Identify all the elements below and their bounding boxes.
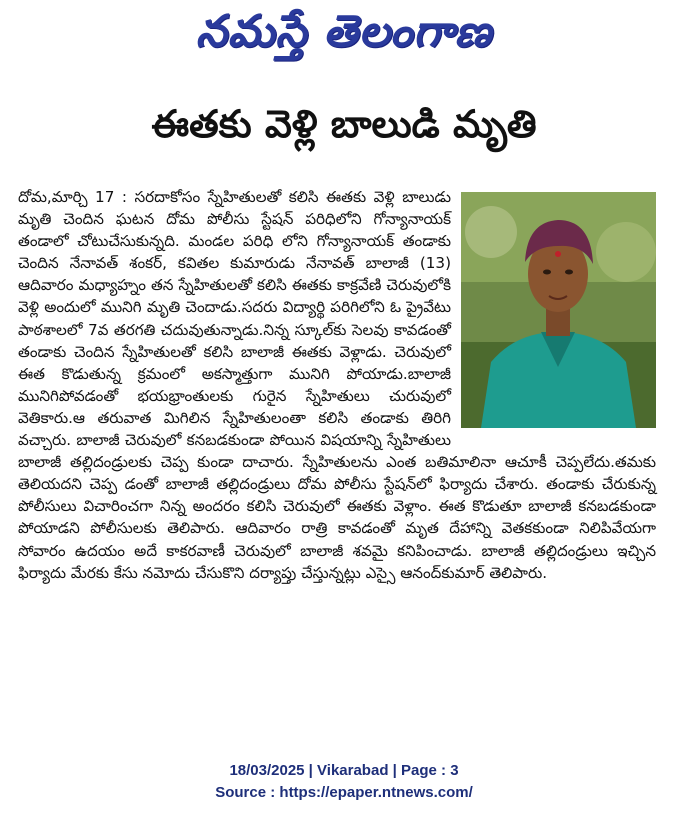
boy-photo [461,192,656,428]
article-body [18,186,656,584]
newspaper-masthead [0,6,688,66]
article-headline [0,102,688,156]
headline-text: ఈతకు వెళ్లి బాలుడి మృతి [151,102,537,146]
footer-source: Source : https://epaper.ntnews.com/ [215,784,473,801]
footer-date-edition: 18/03/2025 | Vikarabad | Page : 3 [229,762,459,779]
article-body-text: దోమ,మార్చి 17 : సరదాకోసం స్నేహితులతో కలిసి ఈతకు వెళ్లి బాలుడు మృతి చెందిన ఘటన దోమ పోలీసు స్టేషన్ పరిధిలోని గోన్యానాయక్ తండాలో చోటుచేసుకున్నది. మండల పరిధి లోని గోన్యానాయక్ తండాకు చెందిన నేనావత్ శంకర్, కవితల కుమారుడు నేనావత్ బాలాజీ (13) ఆదివారం మధ్యాహ్నం తన స్నేహితులతో కలిసి ఈతకు కాక్రవేణి చెరువులోకి వెళ్లి అందులో మునిగి మృతి చెందాడు.సదరు విద్యార్థి పరిగిలోని ఓ ప్రైవేటు పాఠశాలలో 7వ తరగతి చదువుతున్నాడు.నిన్న స్కూల్‌కు సెలవు కావడంతో తండాకు చెందిన స్నేహితులతో కలిసి బాలాజీ ఈతకు వెళ్లాడు. చెరువులో ఈత కొడుతున్న క్రమంలో అకస్మాత్తుగా మునిగి పోయాడు.బాలాజీ మునిగిపోవడంతో భయభ్రాంతులకు గురైన స్నేహితులు చురువులో వెతికారు.ఆ తరువాత మిగిలిన స్నేహితులంతా కలిసి తండాకు తిరిగి వచ్చారు. బాలాజీ చెరువులో కనబడకుండా పోయిన విషయాన్ని స్నేహితులు బాలాజీ తల్లిదండ్రులకు చెప్ప కుండా దాచారు. స్నేహితులను ఎంత బతిమాలినా ఆచూకీ చెప్పలేదు.తమకు తెలియదని చెప్ప డంతో బాలాజీ తల్లిదండ్రులు దోమ పోలీసు స్టేషన్‌లో ఫిర్యాదు చేశారు. తండాకు చేరుకున్న పోలీసులు విచారించగా నిన్న అందరం కలిసి చెరువులో ఈతకు వెళ్లాం. ఈత కొడుతూ బాలాజీ కనబడకుండా పోయాడని పోలీసులకు తెలిపారు. ఆదివారం రాత్రి కావడంతో మృత దేహాన్ని వెతకకుండా నిలిపివేయగా సోవారం ఉదయం అదే కాకరవాణీ చెరువులో బాలాజీ శవమై కనిపించాడు. బాలాజీ తల్లిదండ్రులు ఇచ్చిన ఫిర్యాదు మేరకు కేసు నమోదు చేసుకొని దర్యాప్తు చేస్తున్నట్లు ఎస్సై ఆనంద్‌కుమార్ తెలిపారు. [18,188,656,582]
boy-photo-image [461,192,656,428]
masthead-title: నమస్తే తెలంగాణ [195,6,493,57]
